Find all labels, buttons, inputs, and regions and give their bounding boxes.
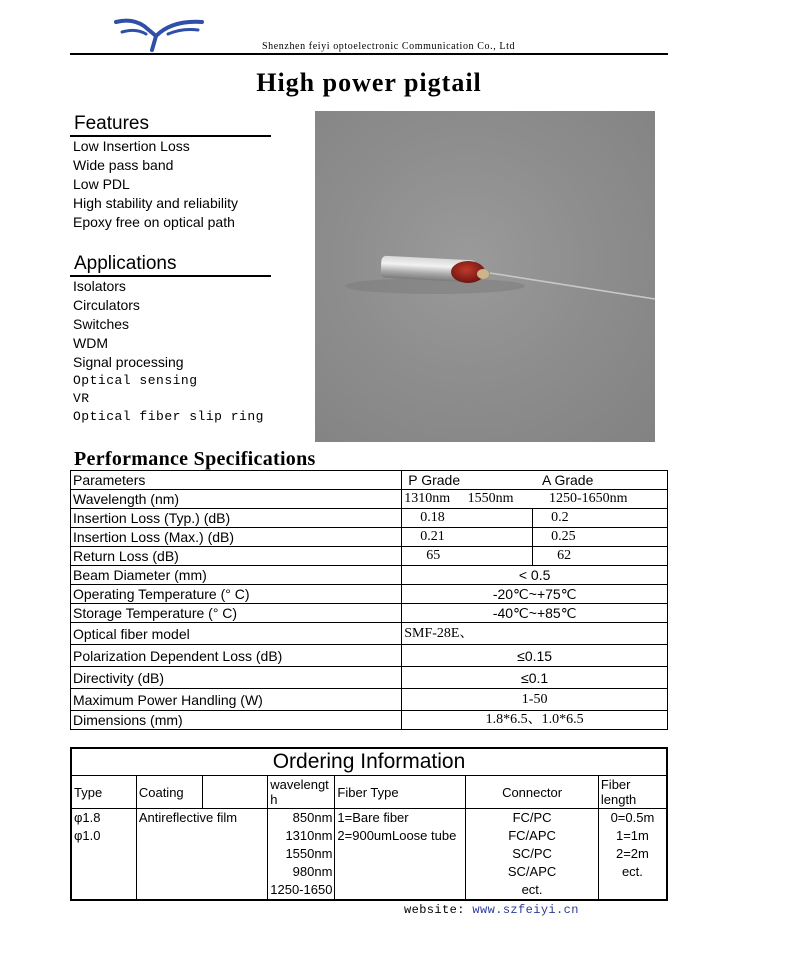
features-heading: Features (74, 113, 149, 134)
table-row (71, 809, 667, 901)
param-label: Directivity (dB) (71, 667, 402, 689)
connector-option: SC/PC (512, 846, 552, 861)
table-row (71, 623, 668, 645)
page-title: High power pigtail (256, 68, 482, 97)
a-grade-value: 0.25 (533, 528, 668, 547)
coating-option: Antireflective film (138, 810, 238, 825)
coating-cell (136, 809, 267, 901)
param-label: Dimensions (mm) (71, 711, 402, 730)
wavelength-value: 1550nm (467, 491, 514, 506)
table-row (71, 471, 668, 490)
website-label: website: (404, 903, 465, 917)
performance-heading: Performance Specifications (74, 448, 316, 470)
wavelength-option: 1250-1650 (270, 882, 333, 897)
application-item: Optical sensing (73, 373, 198, 388)
table-cell (402, 490, 668, 509)
connector-option: ect. (521, 882, 543, 897)
p-grade-value: 0.21 (402, 528, 533, 547)
application-item: Optical fiber slip ring (73, 409, 264, 424)
table-row (71, 748, 667, 776)
table-row (71, 528, 668, 547)
wavelength-option: 980nm (292, 864, 333, 879)
param-label: Optical fiber model (71, 623, 402, 645)
column-header: Coating (136, 776, 202, 809)
param-label: Storage Temperature (° C) (71, 604, 402, 623)
connector-option: FC/APC (508, 828, 556, 843)
column-header: Fiber length (598, 776, 667, 809)
wavelength-option: 1310nm (285, 828, 333, 843)
param-label: Insertion Loss (Max.) (dB) (71, 528, 402, 547)
features-list (73, 137, 238, 232)
feature-item: Wide pass band (73, 157, 174, 173)
spec-value: 1-50 (402, 689, 668, 711)
company-name: Shenzhen feiyi optoelectronic Communication Co., Ltd (262, 41, 516, 52)
fiber-length-option: 2=2m (615, 846, 649, 861)
p-grade-value: 0.18 (402, 509, 533, 528)
fiber-type-cell (335, 809, 466, 901)
feature-item: High stability and reliability (73, 195, 238, 211)
feature-item: Low PDL (73, 176, 130, 192)
connector-cell (466, 809, 599, 901)
a-grade-value: 0.2 (533, 509, 668, 528)
a-grade-value: 62 (533, 547, 668, 566)
application-item: Isolators (73, 278, 126, 294)
application-item: Signal processing (73, 354, 184, 370)
spec-value: -20℃~+75℃ (402, 585, 668, 604)
applications-heading: Applications (74, 253, 177, 274)
wavelength-value: 1250-1650nm (549, 491, 628, 506)
ordering-table (70, 747, 668, 901)
application-item: Switches (73, 316, 130, 332)
p-grade-value: 65 (402, 547, 533, 566)
application-item: VR (73, 391, 90, 406)
spec-value: 1.8*6.5、1.0*6.5 (402, 711, 668, 730)
param-label: Operating Temperature (° C) (71, 585, 402, 604)
table-row (71, 689, 668, 711)
table-row (71, 509, 668, 528)
a-grade-header: A Grade (542, 472, 594, 488)
param-label: Maximum Power Handling (W) (71, 689, 402, 711)
application-item: Circulators (73, 297, 140, 313)
table-header-cell (402, 471, 668, 490)
table-row (71, 645, 668, 667)
fiber-type-option: 1=Bare fiber (337, 810, 409, 825)
type-cell (71, 809, 136, 901)
application-item: WDM (73, 335, 108, 351)
fiber-length-option: 1=1m (615, 828, 649, 843)
table-row (71, 711, 668, 730)
ordering-heading: Ordering Information (71, 748, 667, 776)
header-divider (70, 53, 668, 55)
table-row (71, 490, 668, 509)
table-row (71, 604, 668, 623)
column-header: Fiber Type (335, 776, 466, 809)
connector-option: SC/APC (507, 864, 557, 879)
feature-item: Low Insertion Loss (73, 138, 190, 154)
connector-option: FC/PC (512, 810, 552, 825)
website-link[interactable]: www.szfeiyi.cn (472, 903, 579, 917)
fiber-length-option: 0=0.5m (610, 810, 655, 825)
param-label: Insertion Loss (Typ.) (dB) (71, 509, 402, 528)
table-cell (202, 776, 268, 809)
column-header: Type (71, 776, 136, 809)
company-logo (112, 14, 208, 54)
table-row (71, 547, 668, 566)
spec-value: -40℃~+85℃ (402, 604, 668, 623)
table-row (71, 566, 668, 585)
spec-value: ≤0.1 (402, 667, 668, 689)
wavelength-option: 1550nm (285, 846, 333, 861)
fiber-type-option: 2=900umLoose tube (337, 828, 457, 843)
wavelength-value: 1310nm (404, 491, 451, 506)
column-header: wavelength (268, 776, 335, 809)
table-row (71, 776, 667, 809)
website-footer (404, 903, 579, 917)
applications-list (73, 277, 264, 426)
wavelength-option: 850nm (292, 810, 333, 825)
feature-item: Epoxy free on optical path (73, 214, 235, 230)
spec-value: ≤0.15 (402, 645, 668, 667)
wavelength-cell (268, 809, 335, 901)
spec-value: SMF-28E、 (402, 623, 668, 645)
type-option: φ1.8 (74, 810, 101, 825)
param-label: Polarization Dependent Loss (dB) (71, 645, 402, 667)
param-label: Return Loss (dB) (71, 547, 402, 566)
table-header-cell: Parameters (71, 471, 402, 490)
fiber-length-cell (598, 809, 667, 901)
spec-value: < 0.5 (402, 566, 668, 585)
table-row (71, 585, 668, 604)
table-row (71, 667, 668, 689)
param-label: Wavelength (nm) (71, 490, 402, 509)
fiber-length-option: ect. (621, 864, 643, 879)
product-photo (315, 111, 655, 442)
type-option: φ1.0 (74, 828, 101, 843)
pigtail-illustration (315, 111, 655, 442)
specifications-table (70, 470, 668, 730)
param-label: Beam Diameter (mm) (71, 566, 402, 585)
column-header: Connector (466, 776, 599, 809)
p-grade-header: P Grade (408, 472, 461, 488)
